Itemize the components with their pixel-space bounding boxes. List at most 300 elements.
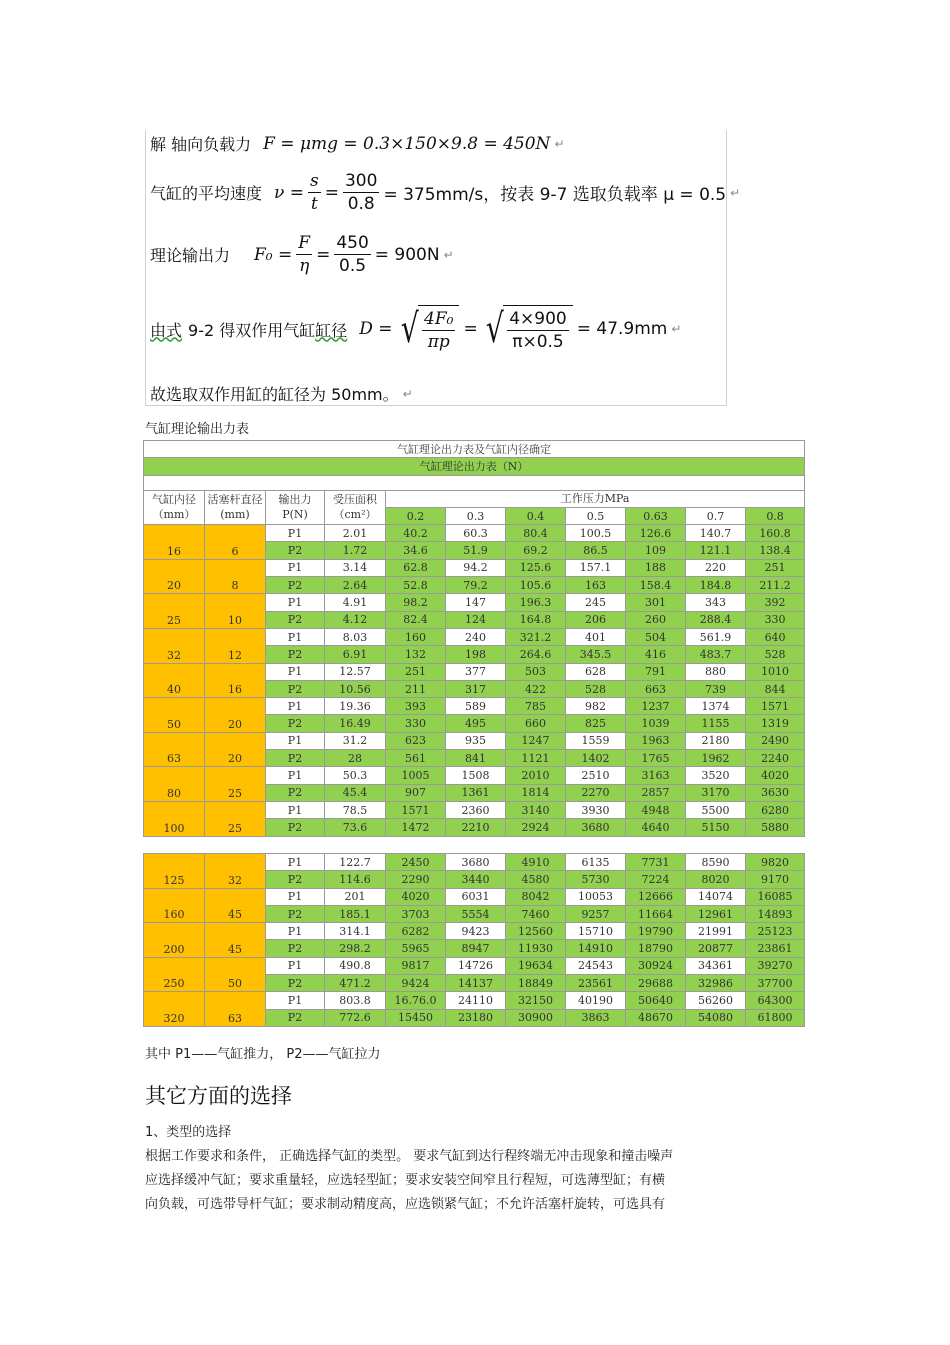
rod-cell: 12 xyxy=(205,628,266,663)
force-cell: 52.8 xyxy=(386,577,446,594)
force-cell: 69.2 xyxy=(506,542,566,559)
formula-4-label-c: 缸径 xyxy=(315,320,348,340)
return-mark: ↵ xyxy=(554,136,565,151)
force-cell: 628 xyxy=(566,663,626,680)
output-type-cell: P2 xyxy=(266,940,325,957)
output-type-cell: P2 xyxy=(266,871,325,888)
table-row xyxy=(144,888,805,905)
force-cell: 3170 xyxy=(686,784,746,801)
bore-cell: 25 xyxy=(144,594,205,629)
bore-cell: 16 xyxy=(144,525,205,560)
force-cell: 9423 xyxy=(446,923,506,940)
force-cell: 160.8 xyxy=(746,525,805,542)
fraction-denominator: η xyxy=(299,256,310,276)
force-cell: 345.5 xyxy=(566,646,626,663)
force-cell: 4640 xyxy=(626,819,686,836)
fraction-denominator: t xyxy=(310,194,318,214)
force-cell: 982 xyxy=(566,698,626,715)
bore-cell: 80 xyxy=(144,767,205,802)
area-cell: 490.8 xyxy=(325,957,386,974)
fraction-denominator: π×0.5 xyxy=(512,332,564,352)
formula-4-label-a: 由式 xyxy=(150,320,183,340)
force-cell: 24543 xyxy=(566,957,626,974)
force-cell: 211 xyxy=(386,680,446,697)
force-cell: 589 xyxy=(446,698,506,715)
force-cell: 392 xyxy=(746,594,805,611)
rod-cell: 20 xyxy=(205,698,266,733)
bore-cell: 63 xyxy=(144,732,205,767)
formula-1-expr: F = μmg = 0.3×150×9.8 = 450N xyxy=(263,133,551,154)
output-type-cell: P2 xyxy=(266,680,325,697)
force-cell: 2924 xyxy=(506,819,566,836)
force-cell: 301 xyxy=(626,594,686,611)
rod-cell: 45 xyxy=(205,888,266,923)
formula-2-v: ν = xyxy=(274,182,304,203)
formula-3-f0: F₀ = xyxy=(254,244,293,265)
force-cell: 260 xyxy=(626,611,686,628)
fraction-numerator: F xyxy=(298,233,311,253)
table-body xyxy=(144,525,805,836)
output-type-cell: P1 xyxy=(266,992,325,1009)
force-cell: 15710 xyxy=(566,923,626,940)
force-cell: 125.6 xyxy=(506,559,566,576)
force-cell: 2290 xyxy=(386,871,446,888)
table-row xyxy=(144,732,805,749)
output-type-cell: P2 xyxy=(266,715,325,732)
table-row xyxy=(144,957,805,974)
area-cell: 3.14 xyxy=(325,559,386,576)
force-cell: 9817 xyxy=(386,957,446,974)
output-type-cell: P2 xyxy=(266,784,325,801)
force-cell: 11664 xyxy=(626,905,686,922)
header-output: 输出力P(N) xyxy=(266,490,325,525)
area-cell: 73.6 xyxy=(325,819,386,836)
table-row xyxy=(144,767,805,784)
header-bore: 气缸内径（mm） xyxy=(144,490,205,525)
rod-cell: 8 xyxy=(205,559,266,594)
force-cell: 7224 xyxy=(626,871,686,888)
force-cell: 330 xyxy=(746,611,805,628)
force-cell: 25123 xyxy=(746,923,805,940)
area-cell: 471.2 xyxy=(325,975,386,992)
force-cell: 18849 xyxy=(506,975,566,992)
rod-cell: 63 xyxy=(205,992,266,1027)
force-cell: 30900 xyxy=(506,1009,566,1026)
return-mark: ↵ xyxy=(443,247,454,262)
force-cell: 5730 xyxy=(566,871,626,888)
force-cell: 23180 xyxy=(446,1009,506,1026)
force-cell: 9424 xyxy=(386,975,446,992)
force-cell: 8590 xyxy=(686,854,746,871)
force-cell: 1010 xyxy=(746,663,805,680)
force-cell: 1402 xyxy=(566,750,626,767)
force-cell: 198 xyxy=(446,646,506,663)
return-mark: ↵ xyxy=(730,185,741,200)
force-cell: 2360 xyxy=(446,801,506,818)
force-cell: 1472 xyxy=(386,819,446,836)
force-cell: 623 xyxy=(386,732,446,749)
pressure-header-cell: 0.5 xyxy=(566,507,626,524)
area-cell: 114.6 xyxy=(325,871,386,888)
output-type-cell: P1 xyxy=(266,594,325,611)
force-cell: 9257 xyxy=(566,905,626,922)
force-cell: 251 xyxy=(746,559,805,576)
output-force-table xyxy=(143,440,805,837)
area-cell: 772.6 xyxy=(325,1009,386,1026)
force-cell: 124 xyxy=(446,611,506,628)
force-cell: 561.9 xyxy=(686,628,746,645)
force-cell: 6135 xyxy=(566,854,626,871)
force-cell: 21991 xyxy=(686,923,746,940)
table-row xyxy=(144,525,805,542)
table-row xyxy=(144,628,805,645)
area-cell: 803.8 xyxy=(325,992,386,1009)
force-cell: 40190 xyxy=(566,992,626,1009)
force-cell: 791 xyxy=(626,663,686,680)
force-cell: 40.2 xyxy=(386,525,446,542)
force-cell: 158.4 xyxy=(626,577,686,594)
output-type-cell: P2 xyxy=(266,819,325,836)
force-cell: 561 xyxy=(386,750,446,767)
force-cell: 18790 xyxy=(626,940,686,957)
bore-cell: 32 xyxy=(144,628,205,663)
force-cell: 495 xyxy=(446,715,506,732)
force-cell: 11930 xyxy=(506,940,566,957)
force-cell: 288.4 xyxy=(686,611,746,628)
force-cell: 82.4 xyxy=(386,611,446,628)
formula-5-text: 故选取双作用缸的缸径为 50mm。 xyxy=(150,385,399,404)
force-cell: 29688 xyxy=(626,975,686,992)
force-cell: 7731 xyxy=(626,854,686,871)
section-heading: 其它方面的选择 xyxy=(145,1084,292,1108)
force-cell: 14893 xyxy=(746,905,805,922)
force-cell: 3440 xyxy=(446,871,506,888)
force-cell: 4020 xyxy=(386,888,446,905)
rod-cell: 25 xyxy=(205,801,266,836)
force-cell: 98.2 xyxy=(386,594,446,611)
area-cell: 2.64 xyxy=(325,577,386,594)
area-cell: 12.57 xyxy=(325,663,386,680)
rod-cell: 32 xyxy=(205,854,266,889)
area-cell: 10.56 xyxy=(325,680,386,697)
fraction-f-eta xyxy=(296,232,312,277)
force-cell: 20877 xyxy=(686,940,746,957)
table-row xyxy=(144,559,805,576)
force-cell: 94.2 xyxy=(446,559,506,576)
output-type-cell: P1 xyxy=(266,698,325,715)
force-cell: 2270 xyxy=(566,784,626,801)
rod-cell: 45 xyxy=(205,923,266,958)
force-cell: 3930 xyxy=(566,801,626,818)
force-cell: 5965 xyxy=(386,940,446,957)
fraction-4x900 xyxy=(507,308,569,353)
output-type-cell: P1 xyxy=(266,767,325,784)
force-cell: 2010 xyxy=(506,767,566,784)
force-cell: 6280 xyxy=(746,801,805,818)
force-cell: 2510 xyxy=(566,767,626,784)
pressure-header-cell: 0.7 xyxy=(686,507,746,524)
force-cell: 160 xyxy=(386,628,446,645)
output-type-cell: P1 xyxy=(266,854,325,871)
formula-4-d: D = xyxy=(359,319,393,339)
force-cell: 503 xyxy=(506,663,566,680)
formula-conclusion xyxy=(150,382,413,405)
force-cell: 79.2 xyxy=(446,577,506,594)
output-type-cell: P1 xyxy=(266,628,325,645)
bore-cell: 50 xyxy=(144,698,205,733)
force-cell: 34361 xyxy=(686,957,746,974)
force-cell: 5880 xyxy=(746,819,805,836)
force-cell: 907 xyxy=(386,784,446,801)
force-cell: 16.76.0 xyxy=(386,992,446,1009)
force-cell: 147 xyxy=(446,594,506,611)
force-cell: 164.8 xyxy=(506,611,566,628)
fraction-4f0-pip xyxy=(422,308,455,353)
formula-load-force xyxy=(150,132,565,155)
force-cell: 138.4 xyxy=(746,542,805,559)
output-type-cell: P2 xyxy=(266,750,325,767)
force-cell: 109 xyxy=(626,542,686,559)
pressure-header-cell: 0.4 xyxy=(506,507,566,524)
area-cell: 31.2 xyxy=(325,732,386,749)
header-rod: 活塞杆直径(mm) xyxy=(205,490,266,525)
output-type-cell: P1 xyxy=(266,957,325,974)
area-cell: 16.49 xyxy=(325,715,386,732)
force-cell: 8947 xyxy=(446,940,506,957)
fraction-numerator: 300 xyxy=(344,171,378,191)
force-cell: 24110 xyxy=(446,992,506,1009)
force-cell: 1237 xyxy=(626,698,686,715)
force-cell: 393 xyxy=(386,698,446,715)
force-cell: 2490 xyxy=(746,732,805,749)
force-cell: 37700 xyxy=(746,975,805,992)
force-cell: 184.8 xyxy=(686,577,746,594)
bore-cell: 320 xyxy=(144,992,205,1027)
force-cell: 14137 xyxy=(446,975,506,992)
area-cell: 185.1 xyxy=(325,905,386,922)
rod-cell: 16 xyxy=(205,663,266,698)
force-cell: 1039 xyxy=(626,715,686,732)
force-cell: 317 xyxy=(446,680,506,697)
output-type-cell: P2 xyxy=(266,577,325,594)
table-caption: 气缸理论输出力表 xyxy=(145,422,250,437)
force-cell: 9820 xyxy=(746,854,805,871)
force-cell: 935 xyxy=(446,732,506,749)
force-cell: 140.7 xyxy=(686,525,746,542)
formula-velocity: 气缸的平均速度 ν = $\frac{s}{t}$ = $\frac{300}{0.8}$ = 375mm/s，按表 9-7 选取负载率 μ = 0.5 ↵ xyxy=(150,171,741,214)
area-cell: 201 xyxy=(325,888,386,905)
area-cell: 122.7 xyxy=(325,854,386,871)
area-cell: 314.1 xyxy=(325,923,386,940)
force-cell: 1361 xyxy=(446,784,506,801)
table-row xyxy=(144,801,805,818)
force-cell: 844 xyxy=(746,680,805,697)
force-cell: 416 xyxy=(626,646,686,663)
force-cell: 19790 xyxy=(626,923,686,940)
force-cell: 240 xyxy=(446,628,506,645)
rod-cell: 10 xyxy=(205,594,266,629)
force-cell: 12666 xyxy=(626,888,686,905)
formula-3-rest: = 900N xyxy=(374,244,440,265)
pressure-header-cell: 0.63 xyxy=(626,507,686,524)
table-row xyxy=(144,698,805,715)
formula-2-rest: = 375mm/s，按表 9-7 选取负载率 μ = 0.5 xyxy=(383,185,727,205)
area-cell: 6.91 xyxy=(325,646,386,663)
force-cell: 80.4 xyxy=(506,525,566,542)
bore-cell: 40 xyxy=(144,663,205,698)
output-type-cell: P2 xyxy=(266,611,325,628)
equals-sign: = xyxy=(463,319,478,339)
fraction-s-t xyxy=(308,170,321,215)
fraction-450-0.5 xyxy=(334,232,370,277)
table-subtitle: 气缸理论出力表（N） xyxy=(144,458,805,475)
output-type-cell: P1 xyxy=(266,732,325,749)
force-cell: 4948 xyxy=(626,801,686,818)
force-cell: 1247 xyxy=(506,732,566,749)
force-cell: 50640 xyxy=(626,992,686,1009)
fraction-denominator: 0.5 xyxy=(339,256,367,276)
rod-cell: 25 xyxy=(205,767,266,802)
force-cell: 132 xyxy=(386,646,446,663)
formula-4-label-b: 9-2 得双作用气缸 xyxy=(188,320,316,340)
table-row xyxy=(144,854,805,871)
fraction-numerator: 4F₀ xyxy=(424,309,454,329)
pressure-header-cell: 0.3 xyxy=(446,507,506,524)
area-cell: 45.4 xyxy=(325,784,386,801)
force-cell: 528 xyxy=(566,680,626,697)
force-cell: 8042 xyxy=(506,888,566,905)
force-cell: 377 xyxy=(446,663,506,680)
bore-cell: 20 xyxy=(144,559,205,594)
force-cell: 1765 xyxy=(626,750,686,767)
force-cell: 2210 xyxy=(446,819,506,836)
bore-cell: 200 xyxy=(144,923,205,958)
force-cell: 32150 xyxy=(506,992,566,1009)
formula-bore xyxy=(150,305,681,353)
force-cell: 56260 xyxy=(686,992,746,1009)
output-type-cell: P1 xyxy=(266,525,325,542)
force-cell: 2857 xyxy=(626,784,686,801)
force-cell: 3140 xyxy=(506,801,566,818)
fraction-300-0.8 xyxy=(343,170,379,215)
area-cell: 19.36 xyxy=(325,698,386,715)
force-cell: 1571 xyxy=(746,698,805,715)
area-cell: 8.03 xyxy=(325,628,386,645)
force-cell: 663 xyxy=(626,680,686,697)
formula-3-label: 理论输出力 xyxy=(150,246,231,265)
force-cell: 1963 xyxy=(626,732,686,749)
formula-2-label: 气缸的平均速度 xyxy=(150,184,263,203)
table-row xyxy=(144,992,805,1009)
force-cell: 3703 xyxy=(386,905,446,922)
output-type-cell: P1 xyxy=(266,801,325,818)
output-type-cell: P1 xyxy=(266,559,325,576)
force-cell: 6282 xyxy=(386,923,446,940)
force-cell: 86.5 xyxy=(566,542,626,559)
force-cell: 321.2 xyxy=(506,628,566,645)
force-cell: 14726 xyxy=(446,957,506,974)
formula-4-rest: = 47.9mm xyxy=(576,319,668,339)
force-cell: 825 xyxy=(566,715,626,732)
force-cell: 2450 xyxy=(386,854,446,871)
force-cell: 1155 xyxy=(686,715,746,732)
force-cell: 126.6 xyxy=(626,525,686,542)
formula-output-force: 理论输出力 F₀ = $\frac{F}{\eta}$ = $\frac{450}{0.5}$ = 900N ↵ xyxy=(150,233,454,276)
force-cell: 12961 xyxy=(686,905,746,922)
force-cell: 39270 xyxy=(746,957,805,974)
area-cell: 78.5 xyxy=(325,801,386,818)
force-cell: 264.6 xyxy=(506,646,566,663)
force-cell: 61800 xyxy=(746,1009,805,1026)
force-cell: 880 xyxy=(686,663,746,680)
force-cell: 504 xyxy=(626,628,686,645)
force-cell: 163 xyxy=(566,577,626,594)
force-cell: 640 xyxy=(746,628,805,645)
table-body xyxy=(144,854,805,1027)
area-cell: 1.72 xyxy=(325,542,386,559)
force-cell: 660 xyxy=(506,715,566,732)
force-cell: 1121 xyxy=(506,750,566,767)
force-cell: 12560 xyxy=(506,923,566,940)
area-cell: 4.91 xyxy=(325,594,386,611)
return-mark: ↵ xyxy=(671,322,682,336)
force-cell: 7460 xyxy=(506,905,566,922)
fraction-numerator: 4×900 xyxy=(509,309,567,329)
pressure-header-cell: 0.8 xyxy=(746,507,805,524)
force-cell: 401 xyxy=(566,628,626,645)
table-note: 其中 P1——气缸推力， P2——气缸拉力 xyxy=(145,1047,381,1062)
force-cell: 3520 xyxy=(686,767,746,784)
force-cell: 739 xyxy=(686,680,746,697)
force-cell: 62.8 xyxy=(386,559,446,576)
force-cell: 3863 xyxy=(566,1009,626,1026)
force-cell: 64300 xyxy=(746,992,805,1009)
rod-cell: 20 xyxy=(205,732,266,767)
area-cell: 28 xyxy=(325,750,386,767)
force-cell: 4910 xyxy=(506,854,566,871)
force-cell: 157.1 xyxy=(566,559,626,576)
table-spacer xyxy=(144,475,805,490)
force-cell: 48670 xyxy=(626,1009,686,1026)
output-type-cell: P2 xyxy=(266,975,325,992)
force-cell: 483.7 xyxy=(686,646,746,663)
force-cell: 51.9 xyxy=(446,542,506,559)
force-cell: 841 xyxy=(446,750,506,767)
pressure-header-cell: 0.2 xyxy=(386,507,446,524)
force-cell: 343 xyxy=(686,594,746,611)
paragraph-line: 向负载，可选带导杆气缸；要求制动精度高，应选锁紧气缸；不允许活塞杆旋转，可选具有 xyxy=(145,1197,666,1212)
force-cell: 5150 xyxy=(686,819,746,836)
force-cell: 8020 xyxy=(686,871,746,888)
force-cell: 60.3 xyxy=(446,525,506,542)
force-cell: 32986 xyxy=(686,975,746,992)
force-cell: 121.1 xyxy=(686,542,746,559)
force-cell: 10053 xyxy=(566,888,626,905)
force-cell: 100.5 xyxy=(566,525,626,542)
bore-cell: 160 xyxy=(144,888,205,923)
output-type-cell: P2 xyxy=(266,646,325,663)
force-cell: 1508 xyxy=(446,767,506,784)
force-cell: 14910 xyxy=(566,940,626,957)
force-cell: 2180 xyxy=(686,732,746,749)
rod-cell: 6 xyxy=(205,525,266,560)
force-cell: 330 xyxy=(386,715,446,732)
header-pressure: 工作压力MPa xyxy=(386,490,805,507)
force-cell: 1559 xyxy=(566,732,626,749)
paragraph-line: 应选择缓冲气缸；要求重量轻，应选轻型缸；要求安装空间窄且行程短，可选薄型缸；有横 xyxy=(145,1173,666,1188)
force-cell: 528 xyxy=(746,646,805,663)
force-cell: 1374 xyxy=(686,698,746,715)
